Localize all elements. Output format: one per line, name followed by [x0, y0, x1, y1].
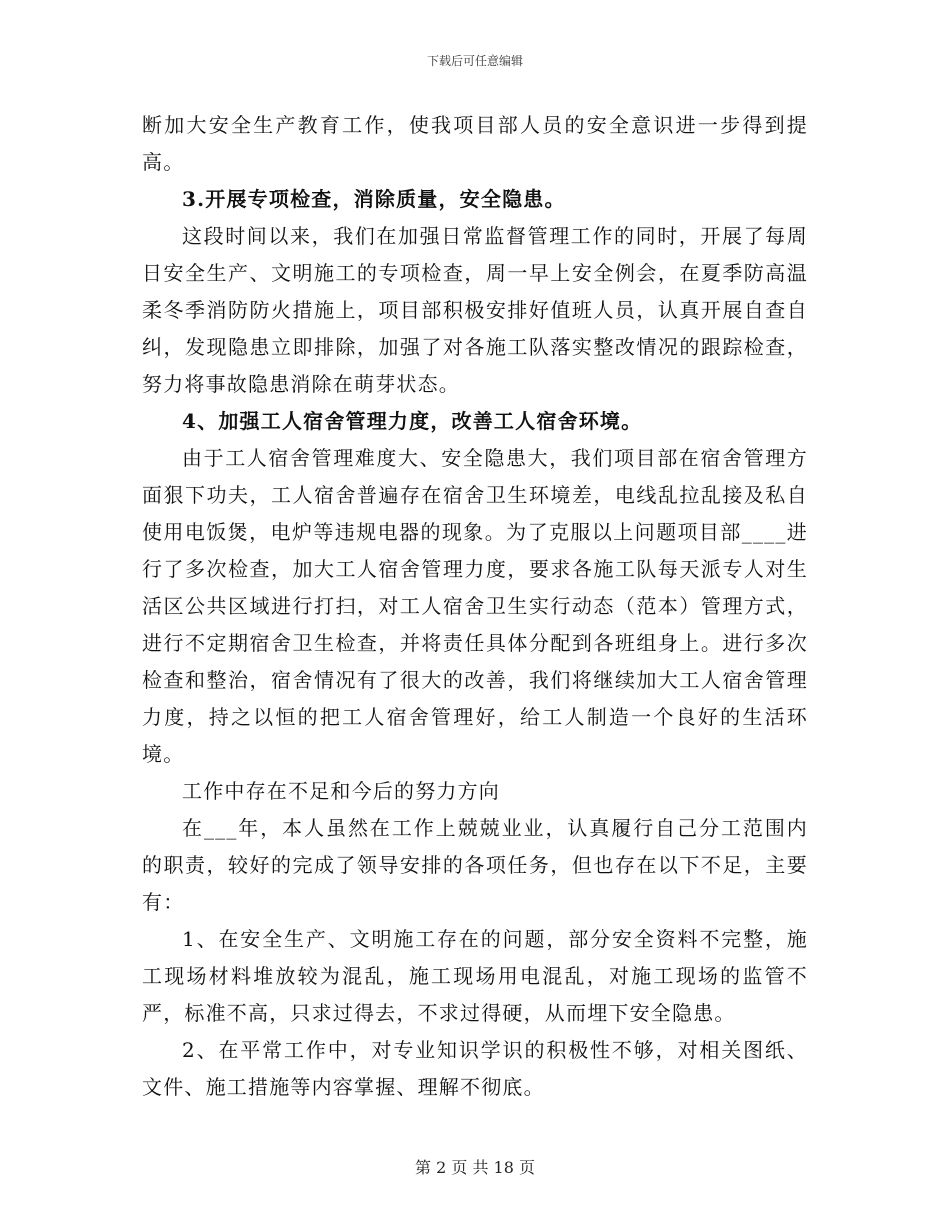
paragraph-dormitory: 由于工人宿舍管理难度大、安全隐患大，我们项目部在宿舍管理方面狠下功夫，工人宿舍普遍存在宿舍卫生环境差，电线乱拉乱接及私自使用电饭煲，电炉等违规电器的现象。为了克服以上问题项目部____进行了多次检查，加大工人宿舍管理力度，要求各施工队每天派专人对生活区公共区域进行打扫，对工人宿舍卫生实行动态（范本）管理方式，进行不定期宿舍卫生检查，并将责任具体分配到各班组身上。进行多次检查和整治，宿舍情况有了很大的改善，我们将继续加大工人宿舍管理力度，持之以恒的把工人宿舍管理好，给工人制造一个良好的生活环境。: [142, 446, 808, 766]
page-header: 下载后可任意编辑: [426, 54, 523, 68]
paragraph-continued: 断加大安全生产教育工作，使我项目部人员的安全意识进一步得到提高。: [142, 113, 808, 174]
page-number: 第 2 页 共 18 页: [415, 1158, 535, 1177]
subheading-shortcomings: 工作中存在不足和今后的努力方向: [182, 779, 500, 803]
document-body: [142, 107, 808, 1106]
paragraph-inspection: 这段时间以来，我们在加强日常监督管理工作的同时，开展了每周日安全生产、文明施工的专项检查，周一早上安全例会，在夏季防高温柔冬季消防防火措施上，项目部积极安排好值班人员，认真开展自查自纠，发现隐患立即排除，加强了对各施工队落实整改情况的跟踪检查，努力将事故隐患消除在萌芽状态。: [142, 224, 808, 396]
section-heading-4: 4、加强工人宿舍管理力度，改善工人宿舍环境。: [182, 409, 643, 433]
list-item-1: 1、在安全生产、文明施工存在的问题，部分安全资料不完整，施工现场材料堆放较为混乱，施工现场用电混乱，对施工现场的监管不严，标准不高，只求过得去，不求过得硬，从而埋下安全隐患。: [142, 927, 808, 1025]
list-item-2: 2、在平常工作中，对专业知识学识的积极性不够，对相关图纸、文件、施工措施等内容掌握、理解不彻底。: [142, 1038, 808, 1099]
section-heading-3: 3.开展专项检查，消除质量，安全隐患。: [182, 187, 566, 211]
paragraph-summary: 在___年，本人虽然在工作上兢兢业业，认真履行自己分工范围内的职责，较好的完成了领导安排的各项任务，但也存在以下不足，主要有：: [142, 816, 808, 914]
